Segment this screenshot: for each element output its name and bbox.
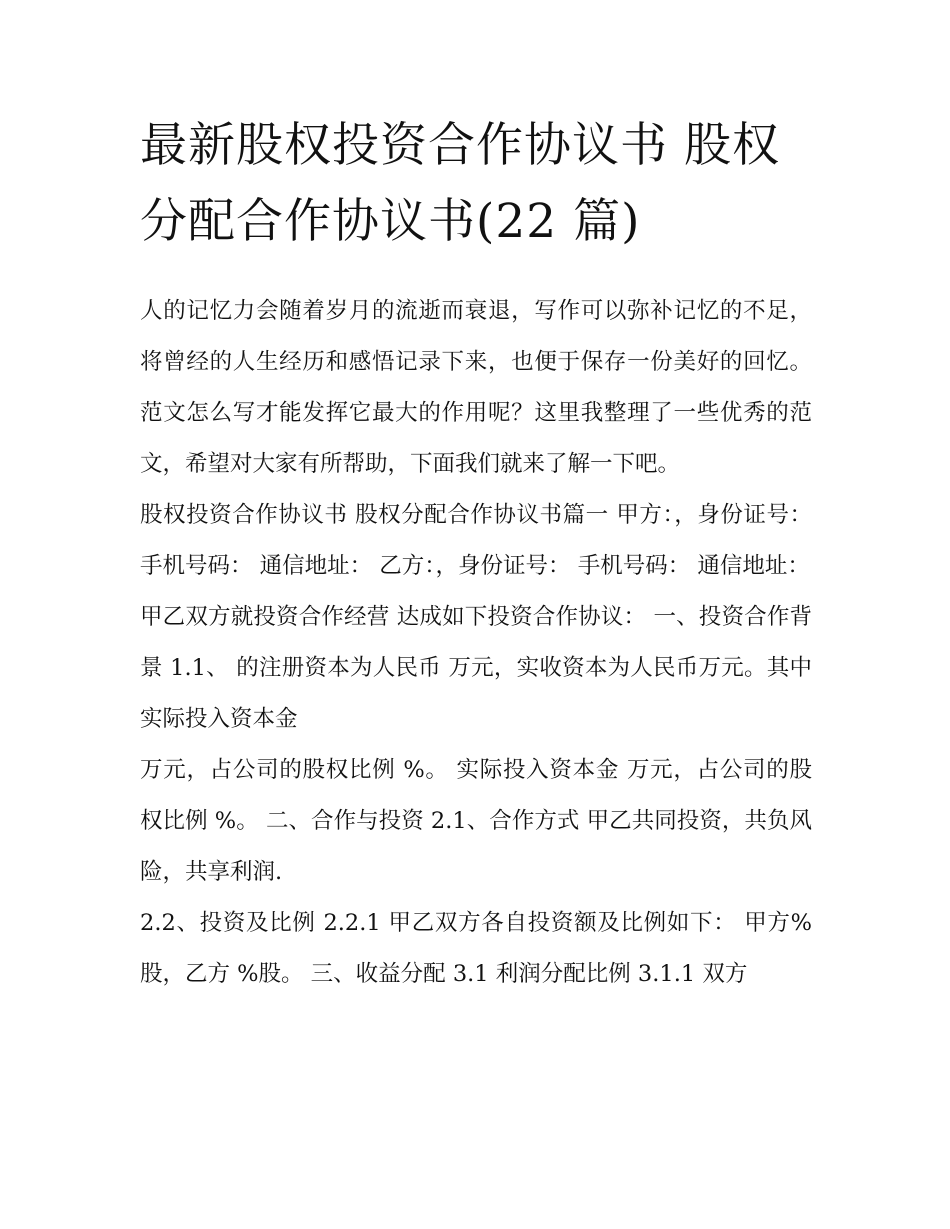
background-paragraph: 甲乙双方就投资合作经营 达成如下投资合作协议： 一、投资合作背景 1.1、 的注册资本为人民币 万元，实收资本为人民币万元。其中 实际投入资本金 — [140, 604, 812, 732]
document-title: 最新股权投资合作协议书 股权分配合作协议书(22 篇) — [140, 118, 780, 249]
document-body — [140, 108, 820, 1000]
parties-paragraph: 股权投资合作协议书 股权分配合作协议书篇一 甲方：，身份证号： 手机号码： 通信地址： 乙方：，身份证号： 手机号码： 通信地址： — [140, 502, 812, 579]
investment-ratio-paragraph: 2.2、投资及比例 2.2.1 甲乙双方各自投资额及比例如下： 甲方% 股，乙方 %股。 三、收益分配 3.1 利润分配比例 3.1.1 双方 — [140, 910, 812, 987]
intro-paragraph: 人的记忆力会随着岁月的流逝而衰退，写作可以弥补记忆的不足，将曾经的人生经历和感悟记录下来，也便于保存一份美好的回忆。范文怎么写才能发挥它最大的作用呢？这里我整理了一些优秀的范文，希望对大家有所帮助，下面我们就来了解一下吧。 — [140, 298, 812, 477]
equity-paragraph: 万元，占公司的股权比例 %。 实际投入资本金 万元，占公司的股权比例 %。 二、合作与投资 2.1、合作方式 甲乙共同投资，共负风险，共享利润. — [140, 757, 812, 885]
